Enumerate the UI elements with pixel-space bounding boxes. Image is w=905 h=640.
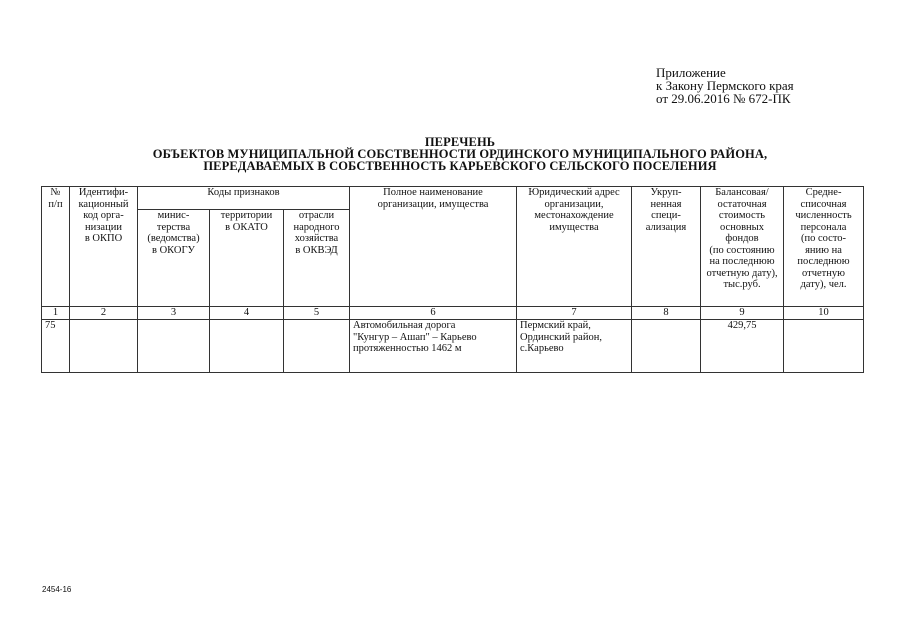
column-number: 6 bbox=[350, 307, 517, 320]
cell-name: Автомобильная дорога "Кунгур – Ашап" – Карьево протяженностью 1462 м bbox=[350, 320, 517, 373]
header-okato: территории в ОКАТО bbox=[210, 210, 284, 307]
header-name: Полное наименование организации, имущества bbox=[350, 187, 517, 307]
column-number: 1 bbox=[42, 307, 70, 320]
cell-okved bbox=[284, 320, 350, 373]
title-line-3: ПЕРЕДАВАЕМЫХ В СОБСТВЕННОСТЬ КАРЬЕВСКОГО СЕЛЬСКОГО ПОСЕЛЕНИЯ bbox=[203, 159, 717, 173]
column-number: 7 bbox=[517, 307, 632, 320]
document-title bbox=[60, 136, 860, 172]
cell-okato bbox=[210, 320, 284, 373]
annex-line-1: Приложение bbox=[656, 65, 726, 80]
title-line-1: ПЕРЕЧЕНЬ bbox=[424, 135, 496, 149]
column-number: 3 bbox=[138, 307, 210, 320]
document-code: 2454-16 bbox=[42, 585, 72, 594]
column-number: 5 bbox=[284, 307, 350, 320]
cell-staff bbox=[784, 320, 864, 373]
header-specialization: Укруп- ненная специ- ализация bbox=[632, 187, 701, 307]
header-codes-group: Коды признаков bbox=[138, 187, 350, 210]
property-table bbox=[41, 186, 864, 373]
header-okogu: минис- терства (ведомства) в ОКОГУ bbox=[138, 210, 210, 307]
header-okved: отрасли народного хозяйства в ОКВЭД bbox=[284, 210, 350, 307]
header-address: Юридический адрес организации, местонахождение имущества bbox=[517, 187, 632, 307]
header-row-1 bbox=[42, 187, 864, 210]
column-number-row bbox=[42, 307, 864, 320]
column-number: 4 bbox=[210, 307, 284, 320]
header-no: № п/п bbox=[42, 187, 70, 307]
cell-okogu bbox=[138, 320, 210, 373]
cell-specialization bbox=[632, 320, 701, 373]
column-number: 10 bbox=[784, 307, 864, 320]
cell-okpo bbox=[70, 320, 138, 373]
annex-line-2: к Закону Пермского края bbox=[656, 78, 794, 93]
column-number: 9 bbox=[701, 307, 784, 320]
annex-reference bbox=[656, 66, 794, 105]
cell-balance: 429,75 bbox=[701, 320, 784, 373]
header-staff: Средне- списочная численность персонала (по состо- янию на последнюю отчетную дату), чел. bbox=[784, 187, 864, 307]
header-balance: Балансовая/ остаточная стоимость основных фондов (по состоянию на последнюю отчетную дату), тыс.руб. bbox=[701, 187, 784, 307]
column-number: 8 bbox=[632, 307, 701, 320]
annex-line-3: от 29.06.2016 № 672-ПК bbox=[656, 91, 791, 106]
header-okpo: Идентифи- кационный код орга- низации в ОКПО bbox=[70, 187, 138, 307]
cell-no: 75 bbox=[42, 320, 70, 373]
cell-address: Пермский край, Ординский район, с.Карьево bbox=[517, 320, 632, 373]
column-number: 2 bbox=[70, 307, 138, 320]
table-row bbox=[42, 320, 864, 373]
title-line-2: ОБЪЕКТОВ МУНИЦИПАЛЬНОЙ СОБСТВЕННОСТИ ОРДИНСКОГО МУНИЦИПАЛЬНОГО РАЙОНА, bbox=[152, 147, 768, 161]
